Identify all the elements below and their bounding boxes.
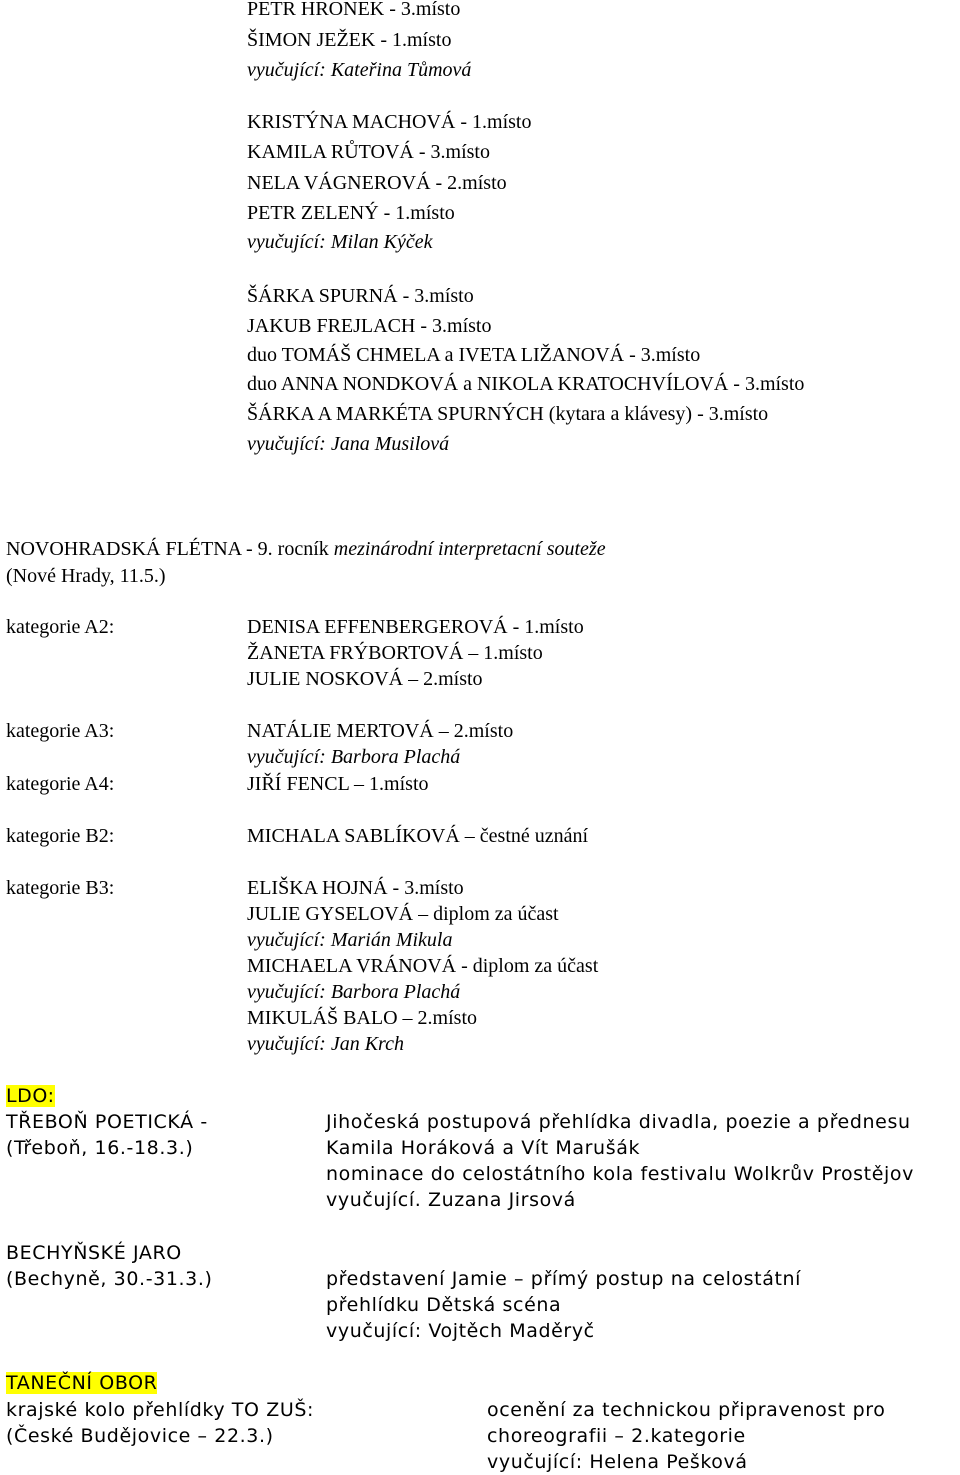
- event-detail-line: choreografii – 2.kategorie: [487, 1425, 746, 1447]
- result-line: ELIŠKA HOJNÁ - 3.místo: [247, 877, 464, 899]
- event-detail-line: Jihočeská postupová přehlídka divadla, poezie a přednesu: [326, 1111, 911, 1133]
- event-date: (Třeboň, 16.-18.3.): [6, 1137, 194, 1159]
- teacher-line: vyučující: Jan Krch: [247, 1033, 404, 1055]
- ldo-heading: LDO:: [6, 1085, 55, 1107]
- event-detail-line: ocenění za technickou připravenost pro: [487, 1399, 886, 1421]
- category-label: kategorie A2:: [6, 616, 115, 638]
- category-label: kategorie B3:: [6, 877, 115, 899]
- result-line: ŠIMON JEŽEK - 1.místo: [247, 29, 452, 51]
- teacher-line: vyučující: Jana Musilová: [247, 433, 450, 455]
- event-detail-line: představení Jamie – přímý postup na celostátní: [326, 1268, 802, 1290]
- result-line: KRISTÝNA MACHOVÁ - 1.místo: [247, 111, 532, 133]
- result-line: DENISA EFFENBERGEROVÁ - 1.místo: [247, 616, 584, 638]
- result-line: duo ANNA NONDKOVÁ a NIKOLA KRATOCHVÍLOVÁ - 3.místo: [247, 373, 805, 395]
- event-detail-line: nominace do celostátního kola festivalu Wolkrův Prostějov: [326, 1163, 914, 1185]
- category-label: kategorie A4:: [6, 773, 115, 795]
- result-line: MIKULÁŠ BALO – 2.místo: [247, 1007, 478, 1029]
- result-line: MICHAELA VRÁNOVÁ - diplom za účast: [247, 955, 599, 977]
- event-date: (České Budějovice – 22.3.): [6, 1425, 274, 1447]
- teacher-line: vyučující: Marián Mikula: [247, 929, 453, 951]
- result-line: JULIE NOSKOVÁ – 2.místo: [247, 668, 483, 690]
- teacher-line: vyučující: Kateřina Tůmová: [247, 59, 472, 81]
- event-title: krajské kolo přehlídky TO ZUŠ:: [6, 1399, 314, 1421]
- result-line: PETR ZELENÝ - 1.místo: [247, 202, 455, 224]
- event-date: (Bechyně, 30.-31.3.): [6, 1268, 213, 1290]
- result-line: ŠÁRKA A MARKÉTA SPURNÝCH (kytara a klávesy) - 3.místo: [247, 403, 769, 425]
- event-detail-line: vyučující: Helena Pešková: [487, 1451, 748, 1473]
- category-label: kategorie B2:: [6, 825, 115, 847]
- category-label: kategorie A3:: [6, 720, 115, 742]
- tanecni-heading: TANEČNÍ OBOR: [6, 1372, 158, 1394]
- event-detail-line: Kamila Horáková a Vít Marušák: [326, 1137, 641, 1159]
- event-detail-line: vyučující. Zuzana Jirsová: [326, 1189, 576, 1211]
- result-line: MICHALA SABLÍKOVÁ – čestné uznání: [247, 825, 589, 847]
- result-line: JULIE GYSELOVÁ – diplom za účast: [247, 903, 559, 925]
- result-line: NELA VÁGNEROVÁ - 2.místo: [247, 172, 507, 194]
- result-line: JIŘÍ FENCL – 1.místo: [247, 773, 429, 795]
- result-line: ŽANETA FRÝBORTOVÁ – 1.místo: [247, 642, 543, 664]
- event-detail-line: vyučující: Vojtěch Maděryč: [326, 1320, 595, 1342]
- result-line: duo TOMÁŠ CHMELA a IVETA LIŽANOVÁ - 3.místo: [247, 344, 701, 366]
- event-detail-line: přehlídku Dětská scéna: [326, 1294, 562, 1316]
- section-title: [6, 536, 606, 562]
- teacher-line: vyučující: Barbora Plachá: [247, 981, 461, 1003]
- result-line: JAKUB FREJLACH - 3.místo: [247, 315, 492, 337]
- section-title-main: NOVOHRADSKÁ FLÉTNA - 9. rocník: [6, 538, 334, 560]
- event-title: BECHYŇSKÉ JARO: [6, 1242, 182, 1264]
- result-line: PETR HRONEK - 3.místo: [247, 0, 461, 20]
- result-line: KAMILA RŮTOVÁ - 3.místo: [247, 141, 490, 163]
- result-line: ŠÁRKA SPURNÁ - 3.místo: [247, 285, 474, 307]
- section-title-italic: mezinárodní interpretacní souteže: [333, 538, 606, 560]
- result-line: NATÁLIE MERTOVÁ – 2.místo: [247, 720, 514, 742]
- section-subtitle: (Nové Hrady, 11.5.): [6, 565, 166, 587]
- teacher-line: vyučující: Milan Kýček: [247, 231, 433, 253]
- event-title: TŘEBOŇ POETICKÁ -: [6, 1111, 208, 1133]
- teacher-line: vyučující: Barbora Plachá: [247, 746, 461, 768]
